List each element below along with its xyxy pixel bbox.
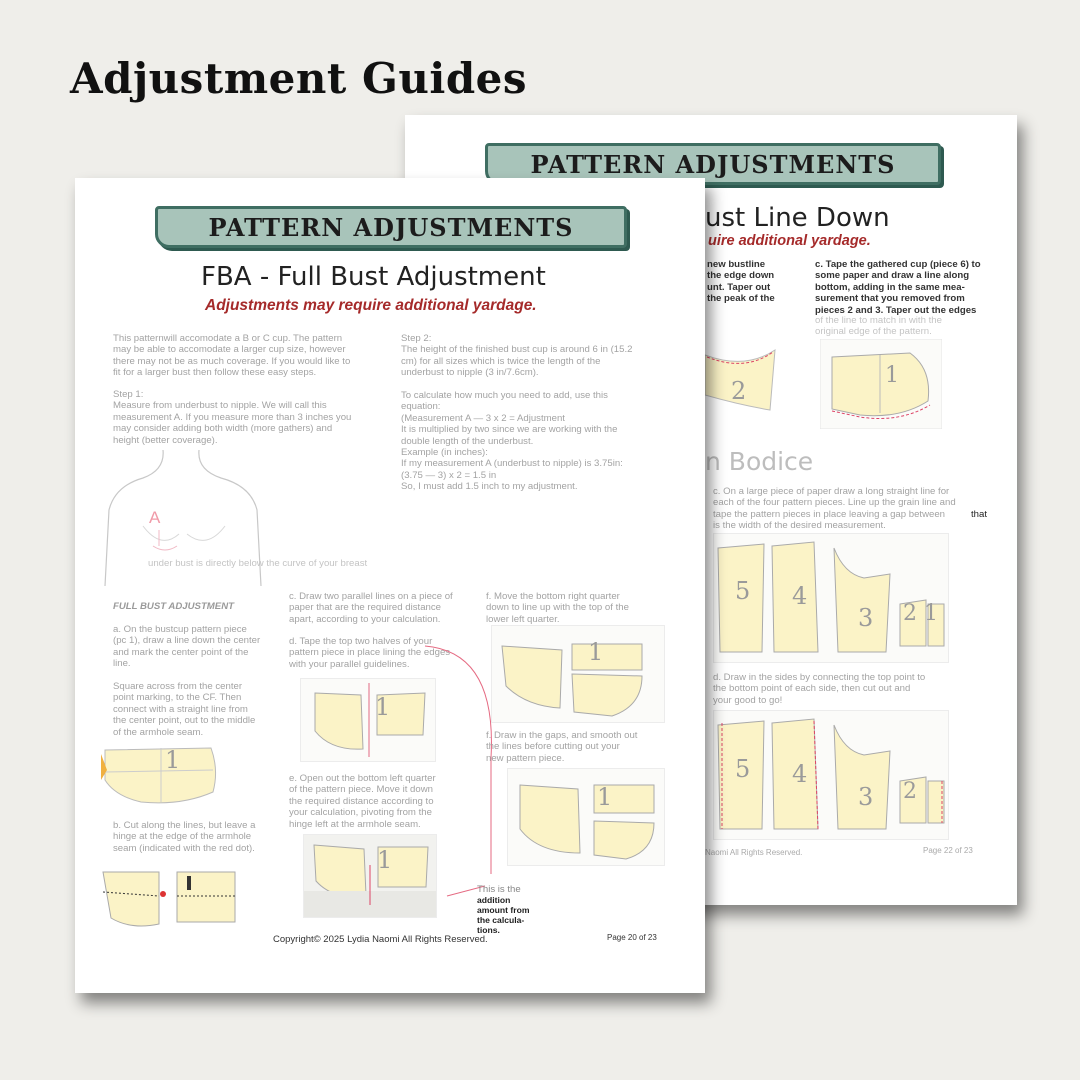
back-subtitle: uire additional yardage. [708,233,871,249]
back-row1-label-3: 3 [858,604,874,632]
back-row2-label-4: 4 [792,760,808,788]
back-row1-label-1: 1 [924,601,938,626]
front-title: FBA - Full Bust Adjustment [201,262,546,292]
step-f1-text: f. Move the bottom right quarter down to line up with the top of the lower left quarter. [486,591,629,625]
back-step-c-light: of the line to match in with the original edge of the pattern. [815,315,942,338]
front-footer-left: Copyright© 2025 Lydia Naomi All Rights Reserved. [273,934,488,945]
back-row1-label-2: 2 [903,601,917,626]
back-step-c2: c. On a large piece of paper draw a long straight line for each of the four pattern pieces. Line up the grain line and tape the pattern pieces in place leaving a gap between [713,486,956,520]
back-piece-label-1: 1 [885,363,899,388]
bustcup-diagram-a [101,740,221,810]
section-title: FULL BUST ADJUSTMENT [113,601,234,612]
step-e-text: e. Open out the bottom left quarter of the pattern piece. Move it down the required distance according to your calculation, pivoting from the hinge left at the armhole seam. [289,773,436,830]
figure-label-a: A [149,508,161,527]
step-a-text: a. On the bustcup pattern piece (pc 1), draw a line down the center and mark the center point of the line. Square across from the center point marking, to the CF. Then connect with a straight line from the center point, out to the middle of the armhole seam. [113,624,261,738]
step1-text: Step 1: Measure from underbust to nipple. We will call this measurement A. If you measure more than 3 inches you may consider adding both width (more gathers) and height (better coverage). [113,389,352,446]
back-step-d: d. Draw in the sides by connecting the top point to the bottom point of each side, then cut out and your good to go! [713,672,926,706]
back-step-c: c. Tape the gathered cup (piece 6) to some paper and draw a line along bottom, adding in the same mea- surement that you removed from pieces 2 and 3. Taper out the edges [815,259,981,316]
pattern-d-label: 1 [375,693,391,721]
callout-note-light: This is the [477,884,521,895]
back-section-heading: n Bodice [705,447,814,476]
pattern-diagram-f2 [507,768,665,866]
front-subtitle: Adjustments may require additional yardage. [205,297,537,314]
intro-text: This patternwill accomodate a B or C cup. The pattern may be able to accomodate a larger cup size, however there may not be as much coverage. If you would like to fit for a larger bust then follow these easy steps. [113,333,351,379]
back-banner: PATTERN ADJUSTMENTS [485,143,941,185]
pattern-f2-label: 1 [597,783,613,811]
back-row2-label-2: 2 [903,779,917,804]
front-page [75,178,705,993]
back-row1-label-4: 4 [792,582,808,610]
back-step-c2-dark: that [971,509,988,520]
back-title: ust Line Down [705,203,890,233]
back-step-c2-end: is the width of the desired measurement. [713,520,886,531]
figure-caption: under bust is directly below the curve of your breast [148,558,368,569]
step-d-text: d. Tape the top two halves of your pattern piece in place lining the edges with your parallel guidelines. [289,636,451,670]
back-piece-label-2: 2 [731,377,747,405]
pattern-f1-label: 1 [588,638,604,666]
pattern-e-label: 1 [377,846,393,874]
step2-text: Step 2: The height of the finished bust cup is around 6 in (15.2 cm) for all sizes which is twice the length of the underbust to nipple (3 in/7.6cm). To calculate how much you need to add, use this equation: (Measurement A — 3 x 2 = Adjustment It is multiplied by two since we are working with the double length of the underbust. Example (in inches): If my measurement A (underbust to nipple) is 3.75in: (3.75 — 3) x 2 = 1.5 in So, I must add 1.5 inch to my adjustment. [401,333,633,493]
front-footer-right: Page 20 of 23 [607,933,657,942]
step-b-text: b. Cut along the lines, but leave a hinge at the edge of the armhole seam (indicated with the red dot). [113,820,256,854]
front-banner: PATTERN ADJUSTMENTS [155,206,627,248]
step-f2-text: f. Draw in the gaps, and smooth out the lines before cutting out your new pattern piece. [486,730,638,764]
back-row2-label-5: 5 [735,755,751,783]
back-footer-left: Naomi All Rights Reserved. [705,848,803,857]
back-row2-label-3: 3 [858,783,874,811]
bustcup-a-label: 1 [165,746,181,774]
back-left-col: new bustline the edge down unt. Taper out the peak of the [707,259,775,305]
back-footer-right: Page 22 of 23 [923,846,973,855]
step-c-text: c. Draw two parallel lines on a piece of paper that are the required distance apart, according to your calculation. [289,591,453,625]
pattern-diagram-f1 [491,625,665,723]
back-row1-label-5: 5 [735,577,751,605]
back-cup-diagram-right [820,339,942,429]
callout-note-dark: addition amount from the calcula- tions. [477,895,530,935]
bustcup-diagram-b [101,868,241,934]
headline: Adjustment Guides [70,54,528,103]
